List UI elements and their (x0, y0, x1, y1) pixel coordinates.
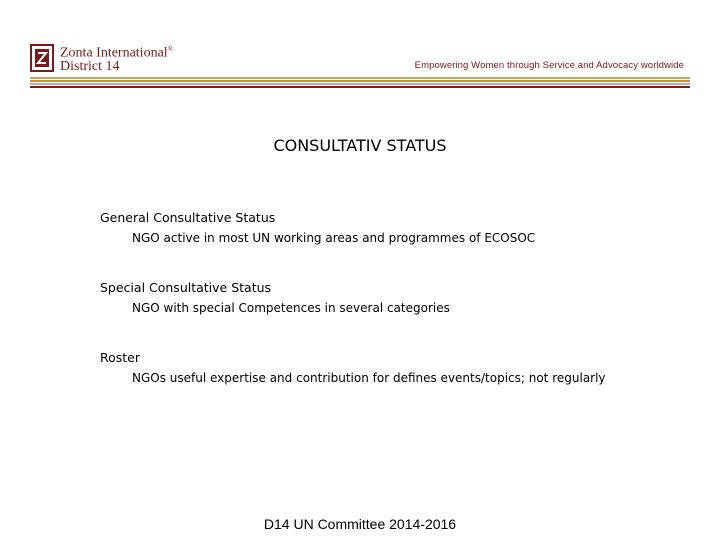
stripe-3 (30, 83, 690, 85)
section-general (100, 210, 700, 245)
term-general: General Consultative Status (100, 210, 276, 225)
logo-text (60, 43, 173, 73)
zonta-emblem-icon (30, 44, 54, 72)
logo-line-1: Zonta International (60, 45, 168, 61)
stripe-2 (30, 80, 690, 82)
term-special: Special Consultative Status (100, 280, 272, 295)
desc-roster: NGOs useful expertise and contribution for defines events/topics; not regularly (132, 371, 606, 385)
tagline: Empowering Women through Service and Advocacy worldwide (414, 60, 684, 71)
section-special (100, 280, 700, 315)
footer-text: D14 UN Committee 2014-2016 (263, 516, 457, 532)
stripe-1 (30, 77, 690, 79)
slide-header (0, 0, 720, 100)
desc-special: NGO with special Competences in several categories (132, 301, 450, 315)
stripe-4 (30, 86, 690, 88)
section-roster (100, 350, 700, 385)
term-roster: Roster (100, 350, 141, 365)
page-title: CONSULTATIV STATUS (273, 136, 447, 155)
logo-line-2: District 14 (60, 58, 120, 74)
registered-mark: ® (167, 45, 174, 54)
header-stripes (30, 77, 690, 89)
desc-general: NGO active in most UN working areas and programmes of ECOSOC (132, 231, 536, 245)
zonta-logo (30, 42, 173, 74)
